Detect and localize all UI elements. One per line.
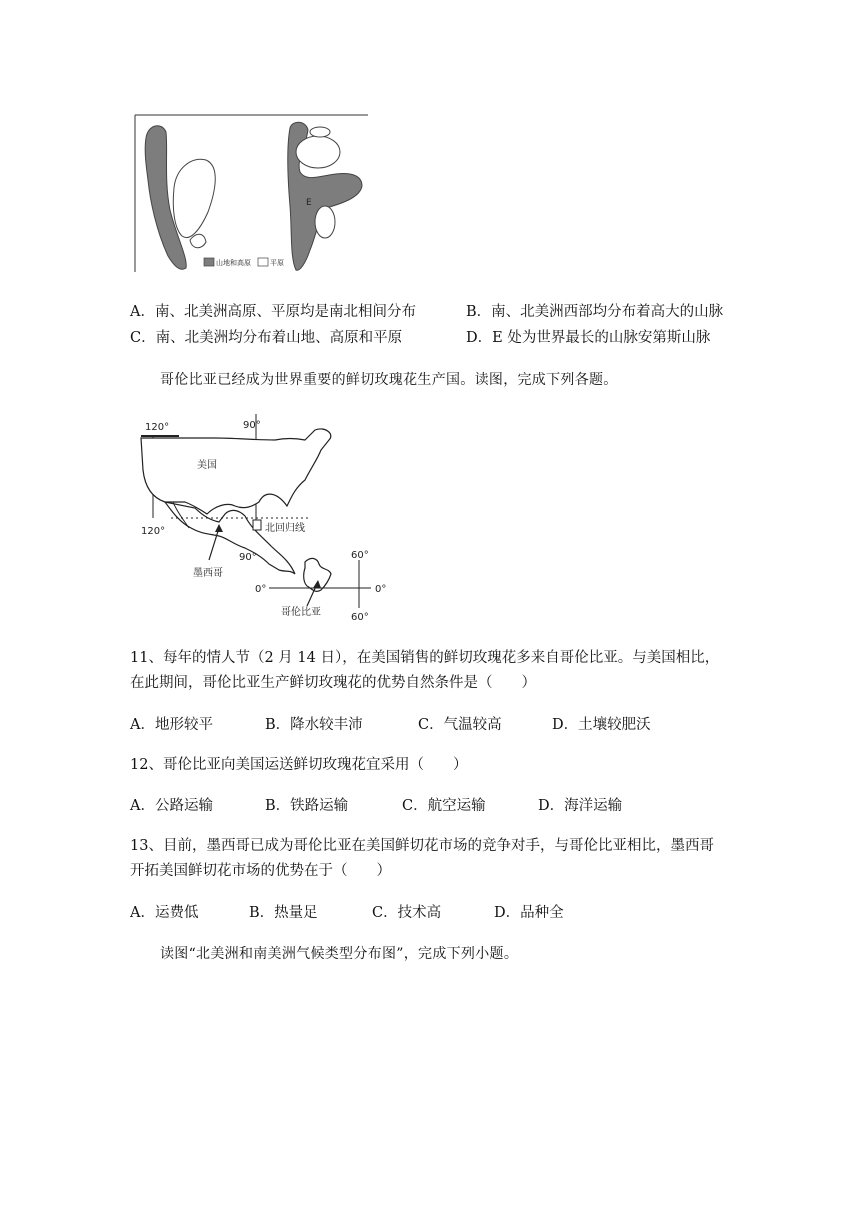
legend-mountain-swatch: [204, 258, 214, 266]
label-usa: 美国: [197, 460, 217, 471]
q12-option-d: D．海洋运输: [538, 798, 623, 814]
q11-option-d: D．土壤较肥沃: [552, 717, 651, 733]
q12-stem: 12、哥伦比亚向美国运送鲜切玫瑰花宜采用（ ）: [130, 757, 468, 773]
lon-120-bottom: 120°: [141, 526, 166, 537]
lon-60-bottom: 60°: [351, 612, 369, 623]
q13-stem-line2: 开拓美国鲜切花市场的优势在于（ ）: [130, 863, 391, 879]
lat-0-left: 0°: [255, 584, 267, 595]
q13-stem-line1: 13、目前，墨西哥已成为哥伦比亚在美国鲜切花市场的竞争对手，与哥伦比亚相比，墨西哥: [130, 838, 714, 854]
legend-plain-swatch: [258, 258, 268, 266]
label-e: E: [306, 198, 312, 208]
terrain-map-figure: [130, 110, 375, 275]
q11-option-c: C．气温较高: [418, 717, 502, 733]
prev-option-b: B．南、北美洲西部均分布着高大的山脉: [466, 304, 724, 320]
label-mexico: 墨西哥: [193, 568, 223, 579]
q12-option-c: C．航空运输: [402, 798, 486, 814]
q11-option-b: B．降水较丰沛: [265, 717, 363, 733]
lon-90-bottom: 90°: [239, 552, 257, 563]
q13-option-b: B．热量足: [249, 905, 318, 921]
lon-120-top: 120°: [145, 422, 170, 433]
q13-option-c: C．技术高: [372, 905, 442, 921]
legend-plain-label: 平原: [270, 259, 284, 267]
label-colombia: 哥伦比亚: [281, 607, 321, 618]
intro-colombia: 哥伦比亚已经成为世界重要的鲜切玫瑰花生产国。读图，完成下列各题。: [160, 372, 618, 388]
legend-mountain-label: 山地和高原: [216, 259, 251, 267]
lat-0-right: 0°: [375, 584, 387, 595]
q13-option-d: D．品种全: [494, 905, 564, 921]
prev-option-d: D．E 处为世界最长的山脉安第斯山脉: [466, 330, 711, 346]
colombia-map-figure: [135, 410, 400, 625]
label-tropic: 北回归线: [265, 523, 305, 534]
lon-90-top: 90°: [243, 420, 261, 431]
q12-option-b: B．铁路运输: [265, 798, 349, 814]
prev-option-c: C．南、北美洲均分布着山地、高原和平原: [130, 330, 403, 346]
intro-climate-map: 读图“北美洲和南美洲气候类型分布图”，完成下列小题。: [160, 946, 519, 962]
q13-option-a: A．运费低: [130, 905, 199, 921]
q12-option-a: A．公路运输: [130, 798, 213, 814]
q11-stem-line1: 11、每年的情人节（2 月 14 日），在美国销售的鲜切玫瑰花多来自哥伦比亚。与美国相比，: [130, 650, 720, 666]
lon-60-top: 60°: [351, 550, 369, 561]
prev-option-a: A．南、北美洲高原、平原均是南北相间分布: [130, 304, 416, 320]
q11-stem-line2: 在此期间，哥伦比亚生产鲜切玫瑰花的优势自然条件是（ ）: [130, 675, 536, 691]
q11-option-a: A．地形较平: [130, 717, 213, 733]
